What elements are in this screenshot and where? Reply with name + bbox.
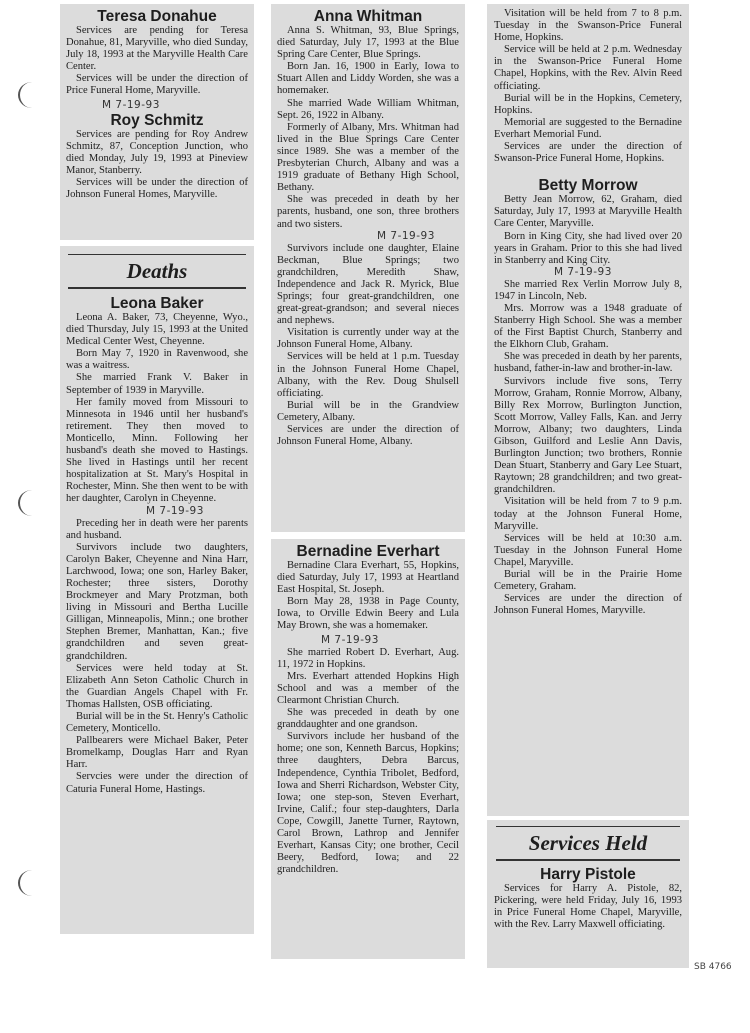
divider-rule [496,826,680,827]
obituary-paragraph: Survivors include one daughter, Elaine Beckman, Blue Springs; two grandchildren, Meredith Shaw, Independence and Jack R. Myrick, Blue Springs; four great-grandchildren, one great-great-grandson; and several nieces and nephews. [277,242,459,327]
clipping-deaths-leona [60,246,254,934]
obituary-paragraph: Anna S. Whitman, 93, Blue Springs, died Saturday, July 17, 1993 at the Blue Spring Care Center, Blue Springs. [277,25,459,61]
obituary-paragraph: Betty Jean Morrow, 62, Graham, died Saturday, July 17, 1993 at Maryville Health Care Center, Maryville. [494,194,682,230]
divider-rule [68,287,246,289]
obituary-paragraph: Memorial are suggested to the Bernadine Everhart Memorial Fund. [494,116,682,140]
obituary-paragraph: Services are under the direction of Swanson-Price Funeral Home, Hopkins. [494,141,682,165]
obituary-paragraph: Servcies were under the direction of Caturia Funeral Home, Hastings. [66,771,248,795]
clipping-anna-whitman [271,4,465,532]
binder-hole-middle [18,490,46,516]
obituary-paragraph: Burial will be in the St. Henry's Catholic Cemetery, Monticello. [66,711,248,735]
obituary-paragraph: She was preceded in death by one granddaughter and one grandson. [277,707,459,731]
divider-rule [68,254,246,255]
obituary-paragraph: Survivors include her husband of the home; one son, Kenneth Barcus, Hopkins; three daughters, Debra Barcus, Independence, Cynthia Tribolet, Bedford, Iowa and Sherri Richardson, Webster City, Iowa; one step-son, Steven Everhart, Irvine, Calif.; four step-daughters, Darla Cope, Cowgill, Janette Turner, Raytown, Carol Brown, Lathrop and Jennifer Everhart, Kansas City; one brother, Cecil Beery, Bedford, Iowa; and 22 grandchildren. [277,731,459,876]
handwritten-date: M 7-19-93 [102,98,160,111]
margin-note: SB 4766 [694,962,732,972]
clipping-everhart-betty [487,4,689,816]
obituary-paragraph: Visitation will be held from 7 to 9 p.m. today at the Johnson Funeral Home, Maryville. [494,496,682,532]
obituary-paragraph: Visitation will be held from 7 to 8 p.m. Tuesday in the Swanson-Price Funeral Home, Hopkins. [494,8,682,44]
obituary-paragraph: Services for Harry A. Pistole, 82, Pickering, were held Friday, July 16, 1993 in Price Funeral Home Chapel, Maryville, with the Rev. Larry Maxwell officiating. [494,883,682,931]
handwritten-date: M 7-19-93 [554,265,612,278]
obituary-paragraph: Burial will be in the Prairie Home Cemetery, Graham. [494,569,682,593]
obituary-paragraph: Born in King City, she had lived over 20 years in Graham. Prior to this she had lived in Stanberry and King City. [494,230,682,266]
obituary-paragraph: She married Wade William Whitman, Sept. 26, 1922 in Albany. [277,97,459,121]
binder-hole-top [18,82,46,108]
obituary-paragraph: Services will be held at 1 p.m. Tuesday in the Johnson Funeral Home Chapel, Albany, with the Rev. Doug Shulsell officiating. [277,351,459,399]
obituary-paragraph: Born May 28, 1938 in Page County, Iowa, to Orville Edwin Beery and Lula May Brown, she was a homemaker. [277,596,459,632]
obituary-title-harry-pistole: Harry Pistole [540,866,636,883]
section-banner-services-held: Services Held [528,831,648,855]
obituary-paragraph: Services will be held at 10:30 a.m. Tuesday in the Johnson Funeral Home Chapel, Maryville. [494,532,682,568]
obituary-paragraph: She was preceded in death by her parents, husband, one son, three brothers and two sisters. [277,194,459,230]
obituary-paragraph: She married Robert D. Everhart, Aug. 11, 1972 in Hopkins. [277,646,459,670]
obituary-title-roy-schmitz: Roy Schmitz [110,111,204,129]
obituary-paragraph: Mrs. Morrow was a 1948 graduate of Stanberry High School. She was a member of the First Baptist Church, Stanberry and the Elkhorn Club, Graham. [494,302,682,351]
divider-rule [496,859,680,861]
obituary-paragraph: Services are under the direction of Johnson Funeral Home, Albany. [277,424,459,448]
obituary-paragraph: Services will be under the direction of Johnson Funeral Homes, Maryville. [66,176,248,201]
obituary-paragraph: Born Jan. 16, 1900 in Early, Iowa to Stuart Allen and Liddy Worden, she was a homemaker. [277,61,459,97]
handwritten-date: M 7-19-93 [146,504,204,517]
obituary-paragraph: Formerly of Albany, Mrs. Whitman had lived in the Blue Springs Care Center since 1989. She was a member of the Presbyterian Church, Albany and was a 1919 graduate of Bethany High School, Bethany. [277,121,459,194]
obituary-paragraph: Service will be held at 2 p.m. Wednesday in the Swanson-Price Funeral Home Chapel, Hopkins, with the Rev. Alvin Reed officiating. [494,44,682,92]
binder-hole-bottom [18,870,46,896]
clipping-services-held [487,820,689,968]
obituary-paragraph: Visitation is currently under way at the Johnson Funeral Home, Albany. [277,327,459,351]
clipping-bernadine-everhart [271,539,465,959]
handwritten-date: M 7-19-93 [377,229,435,242]
obituary-paragraph: She married Frank V. Baker in September of 1939 in Maryville. [66,372,248,396]
obituary-paragraph: She married Rex Verlin Morrow July 8, 1947 in Lincoln, Neb. [494,278,682,302]
obituary-paragraph: Leona A. Baker, 73, Cheyenne, Wyo., died Thursday, July 15, 1993 at the United Medical Center West, Cheyenne. [66,312,248,348]
clipping-teresa-roy [60,4,254,240]
obituary-paragraph: Born May 7, 1920 in Ravenwood, she was a waitress. [66,348,248,372]
obituary-title-teresa-donahue: Teresa Donahue [97,8,217,25]
handwritten-date: M 7-19-93 [321,633,379,646]
obituary-paragraph: Services are under the direction of Johnson Funeral Homes, Maryville. [494,593,682,617]
obituary-paragraph: Survivors include five sons, Terry Morrow, Graham, Ronnie Morrow, Albany, Billy Rex Morrow, Burlington Junction, Scott Morrow, Valley Falls, Kan. and Jerry Morrow, Albany; two daughters, Linda Gibson, Guilford and Leslie Ann Davis, Burlington Junction; two brothers, Ronnie Dean Stuart, Stanberry and Gary Lee Stuart, Raytown; 28 grandchildren; and two great-grandchildren. [494,375,682,496]
obituary-title-betty-morrow: Betty Morrow [538,177,638,195]
obituary-paragraph: Services are pending for Roy Andrew Schmitz, 87, Conception Junction, who died Monday, July 19, 1993 at Pineview Manor, Stanberry. [66,128,248,176]
obituary-paragraph: Services are pending for Teresa Donahue, 81, Maryville, who died Sunday, July 18, 1993 at the Maryville Health Care Center. [66,25,248,73]
obituary-paragraph: Bernadine Clara Everhart, 55, Hopkins, died Saturday, July 17, 1993 at Heartland East Hospital, St. Joseph. [277,560,459,596]
obituary-paragraph: Services will be under the direction of Price Funeral Home, Maryville. [66,73,248,97]
obituary-paragraph: Mrs. Everhart attended Hopkins High School and was a member of the Clearmont Christian Church. [277,670,459,706]
obituary-paragraph: She was preceded in death by her parents, husband, father-in-law and brother-in-law. [494,351,682,375]
obituary-paragraph: Burial will be in the Grandview Cemetery, Albany. [277,399,459,423]
obituary-title-anna-whitman: Anna Whitman [313,8,423,25]
obituary-paragraph: Survivors include two daughters, Carolyn Baker, Cheyenne and Nina Harr, Larchwood, Iowa; one son, Harley Baker, Rochester; three sisters, Dorothy Brockmeyer and Mary Protzman, both living in Missouri and Bertha Lucille Gilligan, Minneapolis, Minn.; one brother Stephen Bremer, Manhattan, Kan.; five grandchildren and seven great-grandchildren. [66,541,248,662]
obituary-paragraph: Preceding her in death were her parents and husband. [66,517,248,541]
obituary-title-bernadine-everhart: Bernadine Everhart [296,543,440,560]
section-banner-deaths: Deaths [126,259,188,283]
obituary-title-leona-baker: Leona Baker [110,295,204,312]
obituary-paragraph: Her family moved from Missouri to Minnesota in 1946 until her husband's retirement. They then moved to Monticello, Minn. Following her husband's death she moved to Hastings. She lived in Hastings until her recent hospitalization at St. Mary's Hospital in Rochester, Minn. She then went to be with her daughter, Carolyn in Cheyenne. [66,396,248,505]
obituary-paragraph: Services were held today at St. Elizabeth Ann Seton Catholic Church in the Guardian Angels Chapel with Fr. Thomas Hallsten, OSB officiating. [66,662,248,710]
obituary-paragraph: Burial will be in the Hopkins, Cemetery, Hopkins. [494,92,682,116]
obituary-paragraph: Pallbearers were Michael Baker, Peter Bromelkamp, Douglas Harr and Ryan Harr. [66,735,248,771]
